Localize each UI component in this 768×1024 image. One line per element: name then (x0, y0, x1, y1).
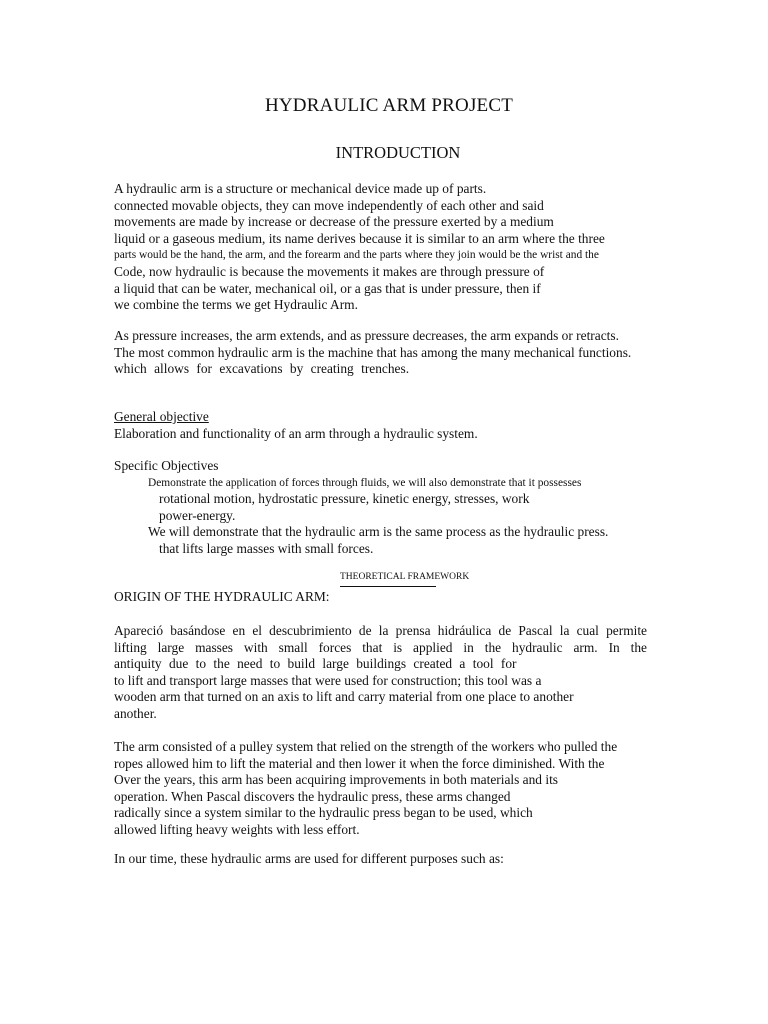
general-objective-text: Elaboration and functionality of an arm through a hydraulic system. (114, 425, 478, 441)
origin-line: Apareció basándose en el descubrimiento de la prensa hidráulica de Pascal la cual permite (114, 623, 647, 638)
pulley-line: allowed lifting heavy weights with less effort. (114, 821, 360, 837)
pulley-paragraph (114, 739, 654, 839)
objective-continuation: that lifts large masses with small forces. (159, 540, 374, 556)
closing-paragraph (114, 851, 654, 868)
origin-heading-block (114, 589, 654, 606)
pulley-line: ropes allowed him to lift the material and then lower it when the force diminished. With the (114, 755, 605, 771)
general-objective-heading: General objective (114, 409, 209, 424)
objective-text: Demonstrate the application of forces through fluids, we will also demonstrate that it possesses (148, 476, 582, 489)
objective-text: We will demonstrate that the hydraulic arm is the same process as the hydraulic press. (148, 524, 609, 540)
origin-line: lifting large masses with small forces that is applied in the hydraulic arm. In the (114, 639, 647, 655)
pulley-line: operation. When Pascal discovers the hydraulic press, these arms changed (114, 788, 511, 804)
pressure-line: The most common hydraulic arm is the machine that has among the many mechanical functions. (114, 344, 632, 360)
theoretical-framework-heading: THEORETICAL FRAMEWORK (340, 572, 470, 582)
specific-objectives-heading: Specific Objectives (114, 458, 219, 473)
pulley-line: radically since a system similar to the hydraulic press began to be used, which (114, 805, 533, 821)
objective-item (114, 475, 654, 492)
objective-continuation: rotational motion, hydrostatic pressure, kinetic energy, stresses, work (159, 491, 530, 507)
intro-line: A hydraulic arm is a structure or mechanical device made up of parts. (114, 181, 487, 196)
specific-objectives-section (114, 458, 654, 558)
pressure-paragraph (114, 328, 654, 378)
origin-line: another. (114, 705, 157, 721)
intro-line: liquid or a gaseous medium, its name derives because it is similar to an arm where the three (114, 230, 605, 246)
closing-line: In our time, these hydraulic arms are used for different purposes such as: (114, 851, 504, 866)
general-objective-section (114, 409, 654, 442)
intro-paragraph (114, 181, 654, 314)
heading-rule (340, 586, 436, 587)
origin-line: wooden arm that turned on an axis to lift and carry material from one place to another (114, 689, 574, 705)
intro-line: we combine the terms we get Hydraulic Arm. (114, 297, 358, 313)
pressure-line: As pressure increases, the arm extends, and as pressure decreases, the arm expands or retracts. (114, 328, 619, 343)
intro-line: a liquid that can be water, mechanical oil, or a gas that is under pressure, then if (114, 280, 541, 296)
origin-line: to lift and transport large masses that were used for construction; this tool was a (114, 672, 542, 688)
origin-paragraph (114, 623, 647, 723)
intro-line: connected movable objects, they can move independently of each other and said (114, 197, 544, 213)
intro-line: Code, now hydraulic is because the movements it makes are through pressure of (114, 263, 545, 279)
pulley-line: Over the years, this arm has been acquiring improvements in both materials and its (114, 772, 559, 788)
objective-continuation: power-energy. (159, 507, 236, 523)
intro-line: movements are made by increase or decrease of the pressure exerted by a medium (114, 214, 554, 230)
pressure-line: which allows for excavations by creating trenches. (114, 361, 410, 377)
document-title: HYDRAULIC ARM PROJECT (264, 95, 514, 116)
intro-line: parts would be the hand, the arm, and the forearm and the parts where they join would be the wrist and the (114, 249, 599, 262)
origin-heading: ORIGIN OF THE HYDRAULIC ARM: (114, 589, 330, 604)
origin-line: antiquity due to the need to build large buildings created a tool for (114, 656, 517, 672)
pulley-line: The arm consisted of a pulley system that relied on the strength of the workers who pulled the (114, 739, 618, 754)
introduction-heading: INTRODUCTION (335, 143, 461, 162)
objective-item (114, 524, 654, 541)
